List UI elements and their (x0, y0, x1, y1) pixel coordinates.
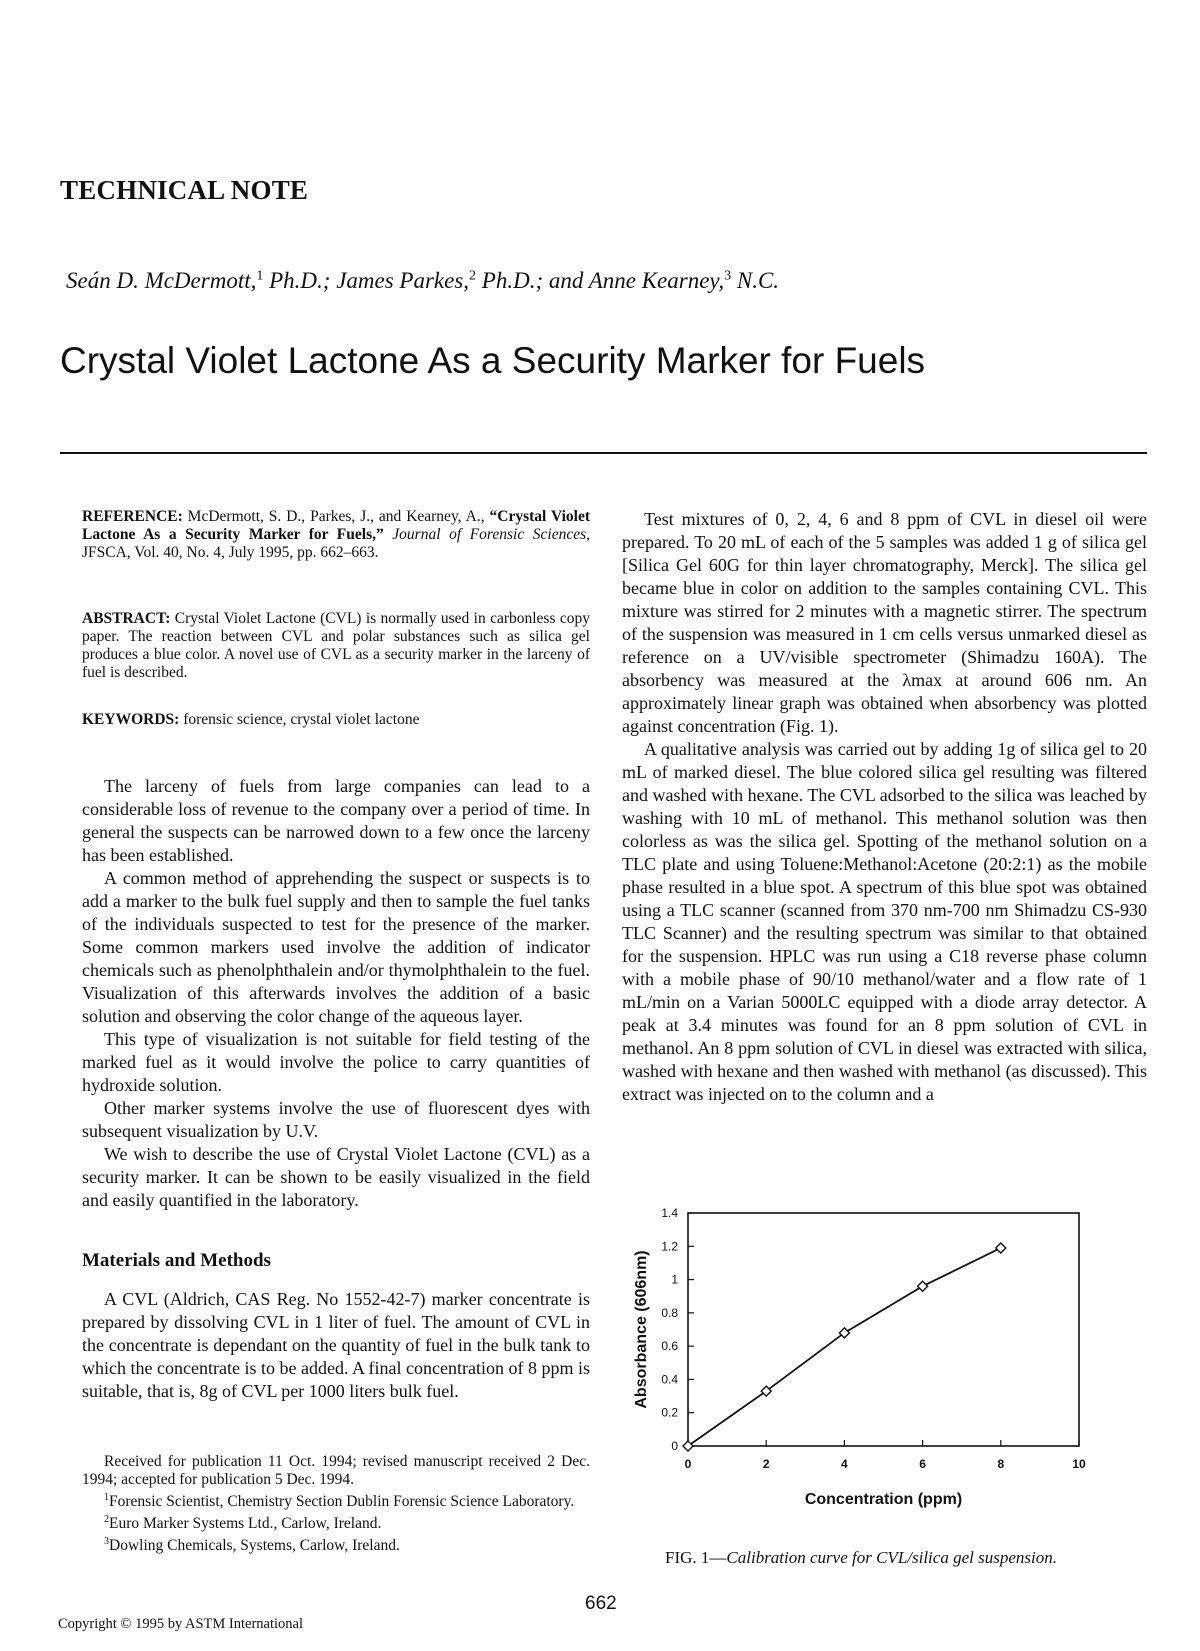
author-affiliation-mark: 3 (724, 268, 732, 284)
author-affiliation-mark: 2 (469, 268, 477, 284)
paper-title: Crystal Violet Lactone As a Security Marker for Fuels (60, 340, 926, 381)
author-degree: Ph.D.; (263, 268, 337, 293)
x-tick-label: 10 (1072, 1457, 1086, 1471)
y-tick-label: 0.8 (661, 1305, 678, 1320)
y-tick-label: 0.2 (661, 1405, 678, 1420)
x-tick-label: 6 (919, 1457, 926, 1471)
author-name: Seán D. McDermott, (66, 268, 257, 293)
reference-details: JFSCA, Vol. 40, No. 4, July 1995, pp. 662–663. (82, 544, 379, 561)
y-tick-label: 1.4 (661, 1206, 678, 1220)
y-tick-label: 1.2 (661, 1239, 678, 1254)
paragraph: A CVL (Aldrich, CAS Reg. No 1552-42-7) marker concentrate is prepared by dissolving CVL in 1 liter of fuel. The amount of CVL in the concentrate is dependant on the quantity of fuel in the bulk tank to which the concentrate is to be added. A final concentration of 8 ppm is suitable, that is, 8g of CVL per 1000 liters bulk fuel. (82, 1289, 590, 1401)
figure-caption (665, 1548, 1057, 1568)
section-label: TECHNICAL NOTE (60, 175, 309, 205)
y-tick-label: 0.4 (661, 1372, 678, 1387)
paragraph: The larceny of fuels from large companies can lead to a considerable loss of revenue to the company over a period of time. In general the suspects can be narrowed down to a few once the larceny has been established. (82, 776, 590, 865)
series-line (688, 1248, 1001, 1446)
keywords-block (82, 711, 590, 729)
author-name: Anne Kearney, (588, 268, 725, 293)
paragraph: This type of visualization is not suitable for field testing of the marked fuel as it would involve the police to carry quantities of hydroxide solution. (82, 1029, 590, 1095)
x-tick-label: 0 (684, 1457, 692, 1471)
author-affiliation-mark: 1 (256, 268, 264, 284)
author-degree: N.C. (731, 268, 780, 293)
reference-journal: Journal of Forensic Sciences, (383, 526, 591, 543)
introduction-text (82, 775, 590, 1212)
keywords-text: forensic science, crystal violet lactone (179, 711, 420, 728)
figure-caption-text: Calibration curve for CVL/silica gel suspension. (726, 1548, 1057, 1567)
footnote: $^2$Euro Marker Systems Ltd., Carlow, Ireland. (104, 1514, 382, 1533)
reference-label: REFERENCE: (82, 508, 183, 525)
y-tick-label: 0.6 (661, 1339, 678, 1354)
abstract-block (82, 610, 590, 682)
results-text (622, 508, 1147, 1106)
reference-title: “Crystal Violet Lactone As a Security Marker for Fuels,” (82, 508, 590, 543)
reference-block (82, 508, 590, 562)
x-tick-label: 4 (841, 1457, 848, 1471)
abstract-text: Crystal Violet Lactone (CVL) is normally used in carbonless copy paper. The reaction between CVL and polar substances such as silica gel produces a blue color. A novel use of CVL as a security marker in the larceny of fuel is described. (82, 610, 590, 681)
x-tick-label: 2 (762, 1457, 770, 1471)
data-point (996, 1243, 1006, 1253)
y-tick-label: 0 (671, 1439, 678, 1453)
paragraph: We wish to describe the use of Crystal Violet Lactone (CVL) as a security marker. It can be shown to be easily visualized in the field and easily quantified in the laboratory. (82, 1144, 590, 1210)
keywords-label: KEYWORDS: (82, 711, 180, 728)
x-tick-label: 8 (997, 1457, 1005, 1471)
y-tick-label: 1 (671, 1272, 678, 1287)
paragraph: Test mixtures of 0, 2, 4, 6 and 8 ppm of CVL in diesel oil were prepared. To 20 mL of each of the 5 samples was added 1 g of silica gel [Silica Gel 60G for thin layer chromatography, Merck]. The silica gel became blue in color on addition to the samples containing CVL. This mixture was stirred for 2 minutes with a magnetic stirrer. The spectrum of the suspension was measured in 1 cm cells versus unmarked diesel as reference on a UV/visible spectrometer (Shimadzu 160A). The absorbency was measured at the λmax at around 606 nm. An approximately linear graph was obtained when absorbency was plotted against concentration (Fig. 1). (622, 509, 1147, 736)
title-divider (60, 452, 1147, 454)
calibration-chart (620, 1195, 1140, 1540)
reference-authors: McDermott, S. D., Parkes, J., and Kearney, A., (182, 508, 490, 525)
footnote: $^1$Forensic Scientist, Chemistry Section Dublin Forensic Science Laboratory. (104, 1492, 575, 1511)
footnote: $^3$Dowling Chemicals, Systems, Carlow, Ireland. (104, 1536, 400, 1555)
page-number: 662 (585, 1593, 617, 1614)
paragraph: Other marker systems involve the use of fluorescent dyes with subsequent visualization by U.V. (82, 1098, 590, 1141)
paragraph: A common method of apprehending the suspect or suspects is to add a marker to the bulk fuel supply and then to sample the fuel tanks of the individuals suspected to test for the presence of the marker. Some common markers used involve the addition of indicator chemicals such as phenolphthalein and/or thymolphthalein to the fuel. Visualization of this afterwards involves the addition of a basic solution and observing the color change of the aqueous layer. (82, 868, 590, 1026)
figure-label: FIG. 1— (665, 1548, 727, 1567)
data-point (918, 1281, 928, 1291)
methods-text (82, 1288, 590, 1403)
section-heading: Materials and Methods (82, 1250, 271, 1271)
x-axis-label: Concentration (ppm) (804, 1491, 963, 1508)
copyright-notice: Copyright © 1995 by ASTM International (58, 1616, 304, 1632)
paragraph: A qualitative analysis was carried out by adding 1g of silica gel to 20 mL of marked diesel. The blue colored silica gel resulting was filtered and washed with hexane. The CVL adsorbed to the silica was leached by washing with 10 mL of methanol. This methanol solution was then colorless as was the silica gel. Spotting of the methanol solution on a TLC plate and using Toluene:Methanol:Acetone (20:2:1) as the mobile phase resulted in a blue spot. A spectrum of this blue spot was obtained using a TLC scanner (scanned from 370 nm-700 nm Shimadzu CS-930 TLC Scanner) and the resulting spectrum was similar to that obtained for the suspension. HPLC was run using a C18 reverse phase column with a mobile phase of 90/10 methanol/water and a flow rate of 1 mL/min on a Varian 5000LC equipped with a diode array detector. A peak at 3.4 minutes was found for an 8 ppm solution of CVL in methanol. An 8 ppm solution of CVL in diesel was extracted with silica, washed with hexane and then washed with methanol (as discussed). This extract was injected on to the column and a (622, 739, 1147, 1104)
y-axis-label: Absorbance (606nm) (633, 1250, 650, 1409)
author-name: James Parkes, (336, 268, 470, 293)
abstract-label: ABSTRACT: (82, 610, 171, 627)
author-list (66, 268, 779, 294)
footnotes (82, 1453, 590, 1555)
plot-frame (688, 1213, 1079, 1446)
footnote: Received for publication 11 Oct. 1994; revised manuscript received 2 Dec. 1994; accepted for publication 5 Dec. 1994. (82, 1453, 590, 1488)
author-degree: Ph.D.; and (476, 268, 589, 293)
